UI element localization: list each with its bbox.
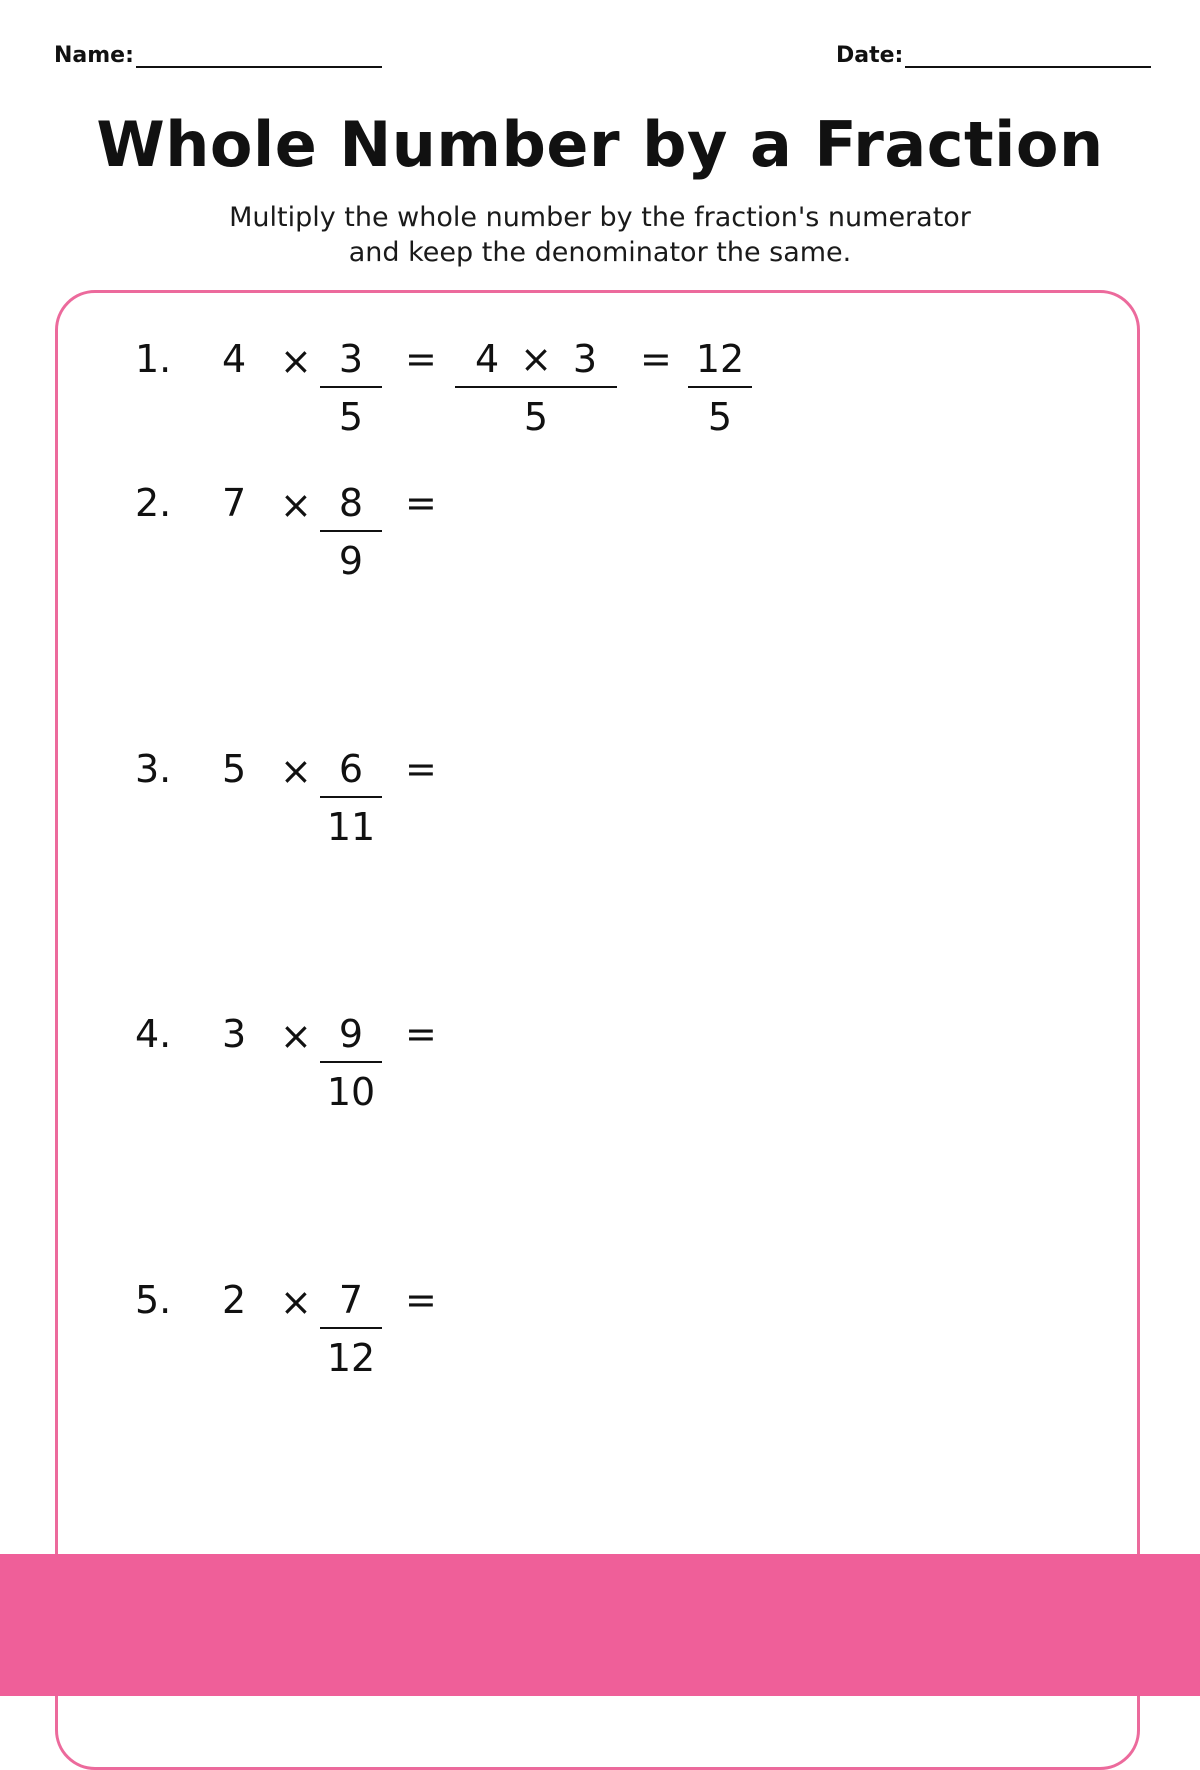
answer-denominator: 5 — [707, 395, 733, 439]
numerator: 9 — [338, 1012, 364, 1056]
date-blank-line[interactable] — [905, 42, 1151, 68]
date-label: Date: — [836, 43, 904, 68]
times-sign: × — [280, 1280, 312, 1324]
whole-number: 2 — [222, 1278, 247, 1322]
whole-number: 4 — [222, 337, 247, 381]
fraction — [320, 746, 382, 850]
numerator: 8 — [338, 481, 364, 525]
times-sign: × — [280, 483, 312, 527]
answer-fraction — [688, 336, 752, 440]
fraction — [320, 1011, 382, 1115]
denominator: 9 — [338, 539, 364, 583]
worked-numerator-value: 3 — [572, 337, 597, 381]
whole-number: 3 — [222, 1012, 247, 1056]
equals-sign: = — [405, 337, 437, 381]
equals-sign: = — [405, 481, 437, 525]
problem-number: 2. — [135, 481, 172, 525]
instructions — [0, 200, 1200, 270]
fraction-bar — [320, 1061, 382, 1063]
numerator: 3 — [338, 337, 364, 381]
problem-5 — [0, 1277, 1200, 1380]
denominator: 5 — [338, 395, 364, 439]
equals-sign: = — [405, 747, 437, 791]
problem-2 — [0, 480, 1200, 583]
name-field[interactable] — [54, 42, 382, 68]
whole-number: 5 — [222, 747, 247, 791]
fraction-bar — [320, 796, 382, 798]
problem-number: 5. — [135, 1278, 172, 1322]
fraction-bar — [320, 530, 382, 532]
problem-1 — [0, 336, 1200, 439]
problem-3 — [0, 746, 1200, 849]
worked-whole: 4 — [475, 337, 500, 381]
worked-denominator: 5 — [523, 395, 549, 439]
fraction-bar — [320, 1327, 382, 1329]
times-sign: × — [280, 339, 312, 383]
fraction — [320, 480, 382, 584]
name-label: Name: — [54, 43, 134, 68]
worked-equals-sign: = — [640, 337, 672, 381]
numerator: 6 — [338, 747, 364, 791]
worked-times-sign: × — [520, 337, 552, 381]
fraction-bar — [455, 386, 617, 388]
fraction — [320, 1277, 382, 1381]
equals-sign: = — [405, 1278, 437, 1322]
fraction-bar — [688, 386, 752, 388]
date-field[interactable] — [836, 42, 1151, 68]
times-sign: × — [280, 749, 312, 793]
name-blank-line[interactable] — [136, 42, 382, 68]
worked-fraction — [455, 336, 617, 440]
footer-band — [0, 1554, 1200, 1696]
problem-number: 4. — [135, 1012, 172, 1056]
whole-number: 7 — [222, 481, 247, 525]
fraction — [320, 336, 382, 440]
times-sign: × — [280, 1014, 312, 1058]
fraction-bar — [320, 386, 382, 388]
answer-numerator: 12 — [695, 337, 745, 381]
instructions-line-2: and keep the denominator the same. — [348, 237, 852, 268]
problem-number: 3. — [135, 747, 172, 791]
numerator: 7 — [338, 1278, 364, 1322]
denominator: 10 — [326, 1070, 376, 1114]
problem-4 — [0, 1011, 1200, 1114]
equals-sign: = — [405, 1012, 437, 1056]
page-title: Whole Number by a Fraction — [96, 108, 1104, 181]
denominator: 12 — [326, 1336, 376, 1380]
worked-numerator — [455, 336, 617, 382]
denominator: 11 — [326, 805, 376, 849]
problem-number: 1. — [135, 337, 172, 381]
instructions-line-1: Multiply the whole number by the fraction's numerator — [229, 202, 971, 233]
